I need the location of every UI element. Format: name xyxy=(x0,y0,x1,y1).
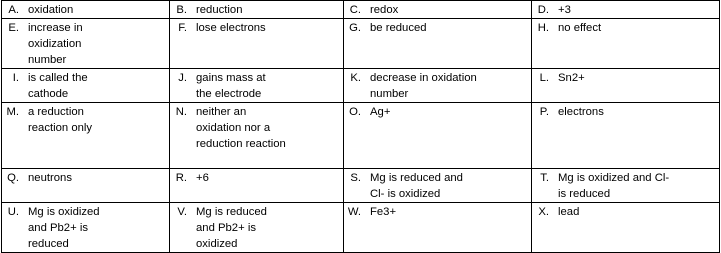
table-row xyxy=(2,203,720,253)
choice-text: Fe3+ xyxy=(370,206,397,218)
choice-text: lose electrons xyxy=(196,22,266,34)
choice-letter: K. xyxy=(350,72,361,84)
choice-letter: L. xyxy=(539,72,549,84)
choice-cell-m xyxy=(2,103,170,169)
choice-cell-v xyxy=(170,203,344,253)
choice-cell-b xyxy=(170,1,344,19)
choice-cell-o xyxy=(344,103,532,169)
choice-cell-f xyxy=(170,19,344,69)
choice-letter: M. xyxy=(6,106,19,118)
choice-letter: E. xyxy=(8,22,19,34)
choice-letter: J. xyxy=(178,72,187,84)
choice-letter: T. xyxy=(540,172,549,184)
choice-letter: V. xyxy=(177,206,187,218)
choice-letter: U. xyxy=(7,206,19,218)
choice-cell-r xyxy=(170,169,344,203)
table-row xyxy=(2,103,720,169)
choice-cell-g xyxy=(344,19,532,69)
choice-cell-q xyxy=(2,169,170,203)
choice-text: reduction xyxy=(196,4,243,16)
choice-text: Mg is oxidized and Pb2+ is reduced xyxy=(28,206,100,250)
choice-letter: D. xyxy=(537,4,549,16)
choice-text: oxidation xyxy=(28,4,74,16)
choice-cell-t xyxy=(532,169,720,203)
choice-text: a reduction reaction only xyxy=(28,106,93,134)
choice-letter: X. xyxy=(538,206,549,218)
choice-cell-s xyxy=(344,169,532,203)
choice-cell-u xyxy=(2,203,170,253)
choice-text: Ag+ xyxy=(370,106,391,118)
choice-text: +6 xyxy=(196,172,209,184)
choice-cell-i xyxy=(2,69,170,103)
choice-cell-w xyxy=(344,203,532,253)
choice-text: +3 xyxy=(558,4,571,16)
choice-letter: G. xyxy=(349,22,361,34)
choice-letter: H. xyxy=(537,22,549,34)
choice-text: decrease in oxidation number xyxy=(370,72,477,100)
table-row xyxy=(2,1,720,19)
choice-cell-h xyxy=(532,19,720,69)
choice-letter: B. xyxy=(176,4,187,16)
choice-text: is called the cathode xyxy=(28,72,88,100)
choice-text: Mg is reduced and Cl- is oxidized xyxy=(370,172,463,200)
choice-letter: I. xyxy=(12,72,19,84)
choice-text: be reduced xyxy=(370,22,427,34)
choice-letter: R. xyxy=(175,172,187,184)
choice-text: Mg is reduced and Pb2+ is oxidized xyxy=(196,206,267,250)
choice-text: electrons xyxy=(558,106,604,118)
choice-letter: C. xyxy=(349,4,361,16)
choice-letter: Q. xyxy=(7,172,19,184)
choice-text: neither an oxidation nor a reduction reaction xyxy=(196,106,286,150)
choice-cell-p xyxy=(532,103,720,169)
choice-cell-x xyxy=(532,203,720,253)
table-row xyxy=(2,69,720,103)
choice-cell-l xyxy=(532,69,720,103)
choice-letter: N. xyxy=(175,106,187,118)
choice-cell-a xyxy=(2,1,170,19)
choice-letter: S. xyxy=(350,172,361,184)
choice-text: Mg is oxidized and Cl- is reduced xyxy=(558,172,670,200)
answer-choice-table xyxy=(1,0,720,253)
choice-cell-c xyxy=(344,1,532,19)
choice-letter: O. xyxy=(349,106,361,118)
choice-text: lead xyxy=(558,206,580,218)
choice-cell-k xyxy=(344,69,532,103)
choice-text: Sn2+ xyxy=(558,72,585,84)
choice-cell-d xyxy=(532,1,720,19)
choice-text: redox xyxy=(370,4,399,16)
choice-text: no effect xyxy=(558,22,602,34)
table-row xyxy=(2,169,720,203)
choice-letter: F. xyxy=(178,22,187,34)
choice-cell-e xyxy=(2,19,170,69)
choice-text: neutrons xyxy=(28,172,72,184)
choice-letter: P. xyxy=(539,106,549,118)
choice-text: gains mass at the electrode xyxy=(196,72,266,100)
choice-letter: A. xyxy=(8,4,19,16)
choice-cell-j xyxy=(170,69,344,103)
table-row xyxy=(2,19,720,69)
choice-text: increase in oxidization number xyxy=(28,22,83,66)
choice-cell-n xyxy=(170,103,344,169)
choice-letter: W. xyxy=(347,206,361,218)
